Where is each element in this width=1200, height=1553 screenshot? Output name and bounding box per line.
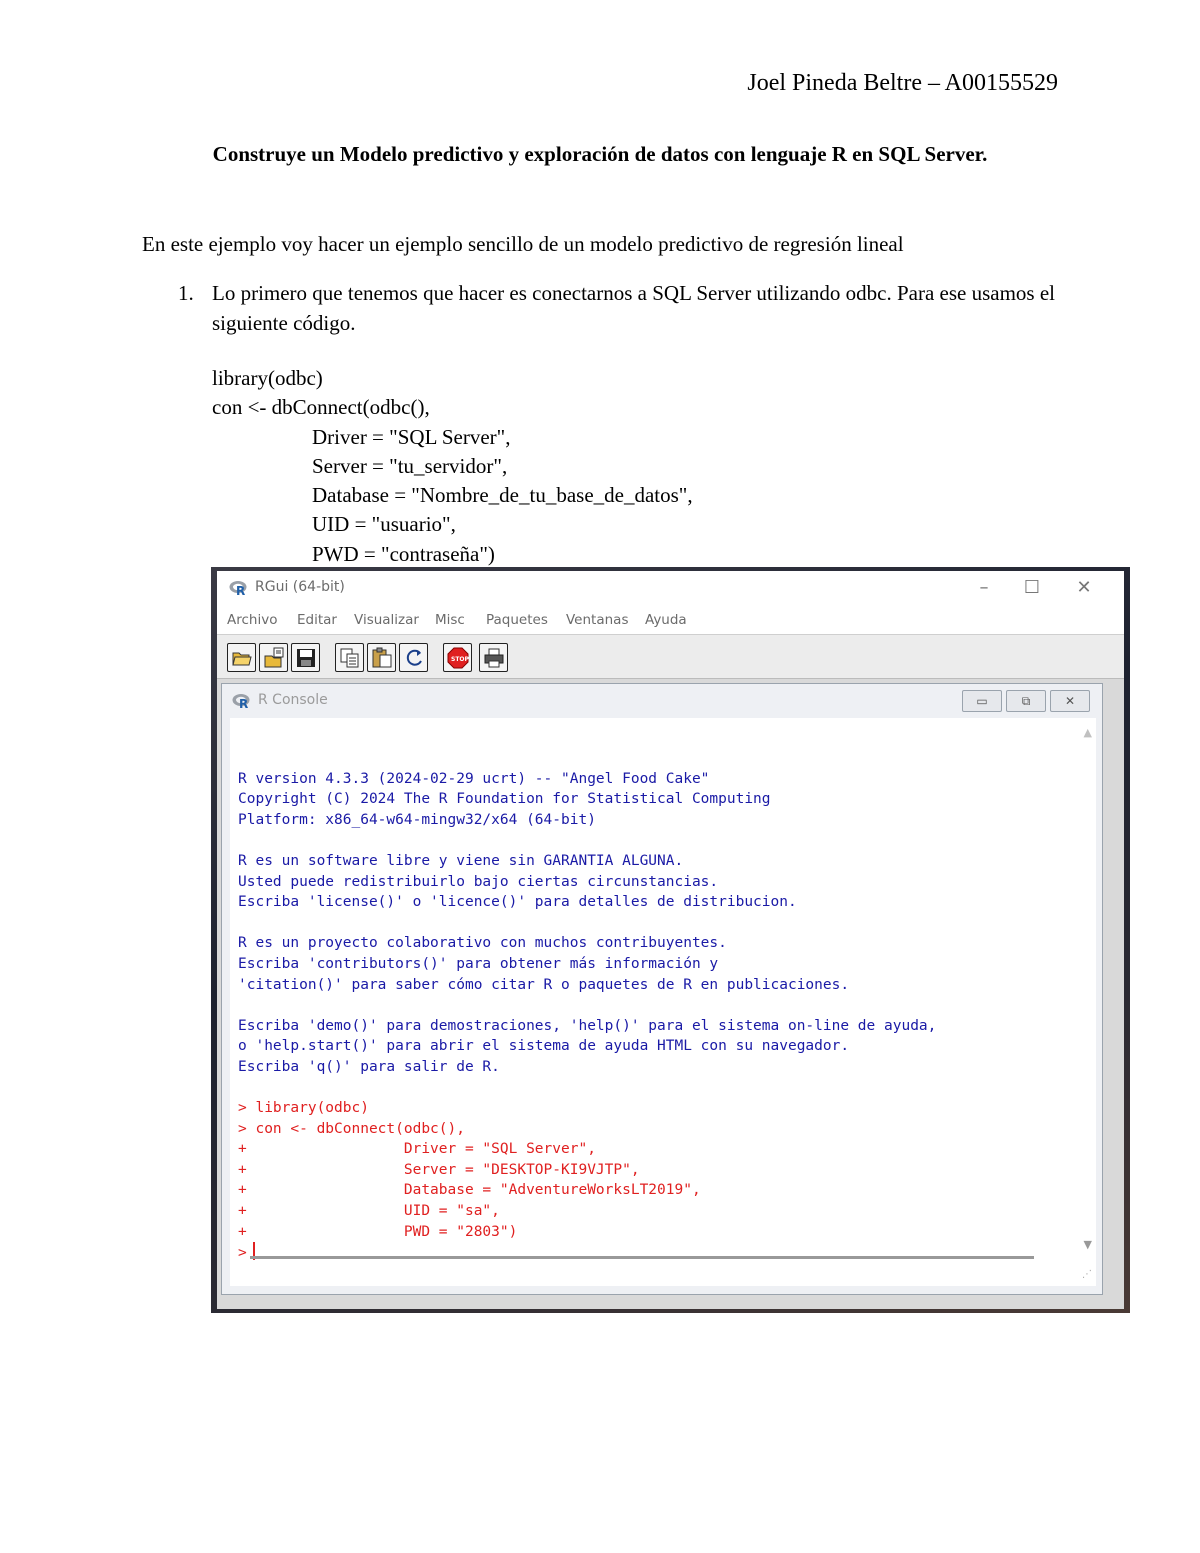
console-minimize-icon[interactable]: ▭: [962, 690, 1002, 712]
horizontal-scrollbar[interactable]: [250, 1256, 1034, 1259]
console-input-line: > library(odbc): [238, 1100, 369, 1117]
save-icon[interactable]: [291, 643, 320, 672]
load-workspace-icon[interactable]: [259, 643, 288, 672]
console-line: Platform: x86_64-w64-mingw32/x64 (64-bit): [238, 811, 596, 828]
code-line: PWD = "contraseña"): [312, 541, 495, 566]
console-line: [238, 995, 936, 1016]
console-line: Escriba 'demo()' para demostraciones, 'help()' para el sistema on-line de ayuda,: [238, 1017, 937, 1034]
menu-editar[interactable]: Editar: [297, 612, 337, 628]
code-line: Server = "tu_servidor",: [312, 453, 508, 478]
console-restore-icon[interactable]: ⧉: [1006, 690, 1046, 712]
r-logo-icon: [229, 580, 249, 596]
console-line: 'citation()' para saber cómo citar R o paquetes de R en publicaciones.: [238, 976, 850, 993]
r-console-window: [221, 683, 1103, 1295]
rgui-titlebar: [217, 571, 1124, 605]
menu-archivo[interactable]: Archivo: [227, 612, 278, 628]
svg-text:R: R: [236, 584, 246, 596]
scroll-up-icon[interactable]: ▲: [1083, 726, 1092, 739]
console-input-line: + Database = "AdventureWorksLT2019",: [238, 1182, 701, 1199]
console-title: R Console: [258, 692, 328, 708]
open-script-icon[interactable]: [227, 643, 256, 672]
code-line: con <- dbConnect(odbc(),: [212, 395, 430, 420]
console-line: Copyright (C) 2024 The R Foundation for Statistical Computing: [238, 791, 771, 808]
document-title: Construye un Modelo predictivo y exploración de datos con lenguaje R en SQL Server.: [212, 142, 988, 166]
console-line: [238, 913, 936, 934]
console-line: [238, 1078, 936, 1099]
console-close-icon[interactable]: ✕: [1050, 690, 1090, 712]
scroll-down-icon[interactable]: ▼: [1083, 1238, 1092, 1251]
console-line: R es un proyecto colaborativo con muchos contribuyentes.: [238, 935, 727, 952]
console-line: R version 4.3.3 (2024-02-29 ucrt) -- "Angel Food Cake": [238, 770, 710, 787]
copy-paste-icon[interactable]: [399, 643, 428, 672]
svg-text:STOP: STOP: [451, 656, 469, 663]
console-line: Escriba 'contributors()' para obtener más información y: [238, 955, 719, 972]
console-line: [238, 830, 936, 851]
console-line: Escriba 'q()' para salir de R.: [238, 1058, 500, 1075]
menu-visualizar[interactable]: Visualizar: [354, 612, 419, 628]
code-line: Driver = "SQL Server",: [312, 424, 511, 449]
console-prompt: >: [238, 1245, 247, 1262]
console-text: [238, 748, 936, 1305]
console-titlebar: [222, 684, 1102, 716]
resize-grip-icon[interactable]: ⋰: [1082, 1269, 1092, 1280]
rgui-toolbar: [217, 635, 1124, 679]
console-input-line: + Server = "DESKTOP-KI9VJTP",: [238, 1161, 640, 1178]
console-input-line: + PWD = "2803"): [238, 1223, 518, 1240]
console-line: R es un software libre y viene sin GARANTIA ALGUNA.: [238, 852, 684, 869]
stop-icon[interactable]: [443, 643, 472, 672]
print-icon[interactable]: [479, 643, 508, 672]
close-icon[interactable]: ✕: [1076, 577, 1092, 598]
maximize-icon[interactable]: ☐: [1023, 577, 1041, 598]
menu-ventanas[interactable]: Ventanas: [566, 612, 629, 628]
rgui-screenshot: [211, 567, 1130, 1313]
console-prompt-line[interactable]: [238, 1242, 936, 1264]
console-line: o 'help.start()' para abrir el sistema de ayuda HTML con su navegador.: [238, 1038, 850, 1055]
menu-paquetes[interactable]: Paquetes: [486, 612, 548, 628]
rgui-title: RGui (64-bit): [255, 579, 345, 595]
minimize-icon[interactable]: –: [979, 577, 989, 598]
code-block: [212, 364, 693, 569]
vertical-scrollbar[interactable]: [1078, 718, 1096, 1266]
author-header: Joel Pineda Beltre – A00155529: [747, 70, 1058, 96]
r-logo-icon: [232, 693, 252, 709]
code-line: UID = "usuario",: [312, 512, 456, 537]
console-output[interactable]: [230, 718, 1096, 1286]
step-text: Lo primero que tenemos que hacer es conectarnos a SQL Server utilizando odbc. Para ese usamos el siguiente código.: [212, 281, 1056, 335]
rgui-menubar: [217, 605, 1124, 635]
code-line: Database = "Nombre_de_tu_base_de_datos",: [312, 483, 693, 508]
console-input-line: + Driver = "SQL Server",: [238, 1141, 596, 1158]
menu-misc[interactable]: Misc: [435, 612, 465, 628]
console-input-line: > con <- dbConnect(odbc(),: [238, 1120, 465, 1137]
copy-icon[interactable]: [335, 643, 364, 672]
step-number: 1.: [178, 281, 194, 305]
console-input-line: + UID = "sa",: [238, 1203, 500, 1220]
menu-ayuda[interactable]: Ayuda: [645, 612, 687, 628]
intro-paragraph: En este ejemplo voy hacer un ejemplo sencillo de un modelo predictivo de regresión lineal: [142, 232, 904, 256]
console-line: Usted puede redistribuirlo bajo ciertas circunstancias.: [238, 873, 719, 890]
paste-icon[interactable]: [367, 643, 396, 672]
console-line: Escriba 'license()' o 'licence()' para detalles de distribucion.: [238, 894, 797, 911]
svg-text:R: R: [239, 697, 249, 709]
code-line: library(odbc): [212, 366, 323, 390]
rgui-window: [217, 571, 1124, 1309]
